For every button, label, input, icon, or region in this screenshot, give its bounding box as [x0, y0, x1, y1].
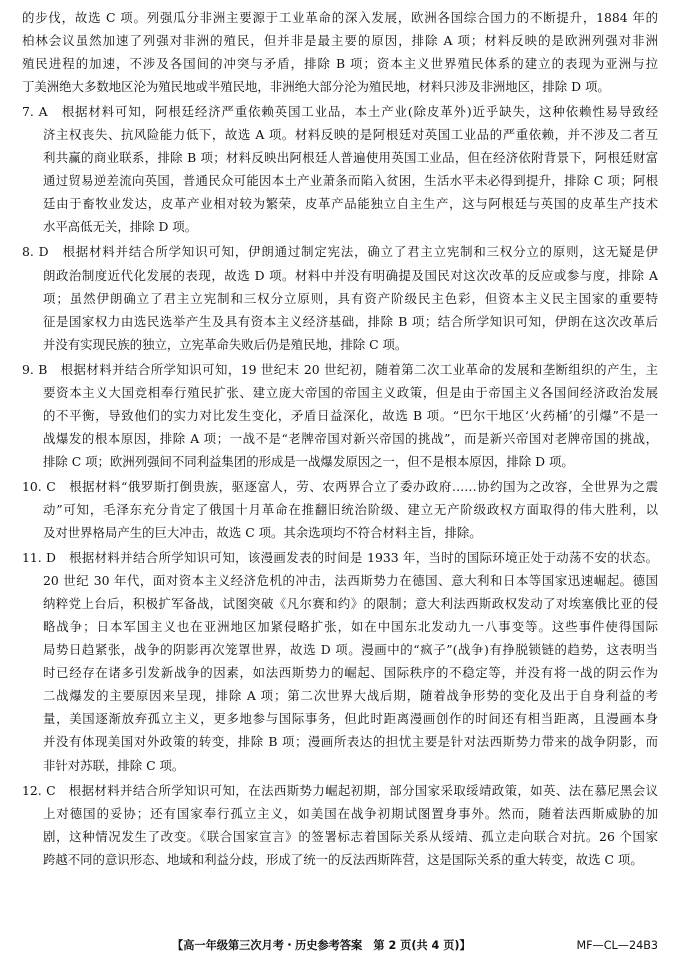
answer-line: 跨越不同的意识形态、地域和利益分歧，形成了统一的反法西斯阵营，这是国际关系的重大转变，故选 C 项。 — [43, 851, 643, 867]
answer-line: 并没有实现民族的独立，立宪革命失败后仍是殖民地，排除 C 项。 — [43, 336, 408, 352]
answer-line: 项；虽然伊朗确立了君主立宪制和三权分立原则，具有资产阶级民主色彩，但资本主义民主国家的重要特 — [43, 290, 658, 306]
answer-line: 水平高低无关，排除 D 项。 — [43, 219, 198, 235]
answer-line: 20 世纪 30 年代，面对资本主义经济危机的冲击，法西斯势力在德国、意大利和日本等国家迅速崛起。德国 — [43, 573, 658, 589]
answer-line: 时已经存在诸多引发新战争的因素，如法西斯势力的崛起、国际秩序的不稳定等，并没有将一战的阴云作为 — [43, 665, 658, 681]
page-footer — [22, 934, 658, 956]
answer-line: 要资本主义大国竞相奉行殖民扩张、建立庞大帝国的帝国主义政策，但是由于帝国主义各国间经济政治发展 — [43, 384, 658, 400]
answer-line: 的不平衡，导致他们的实力对比发生变化，矛盾日益深化，故选 B 项。“巴尔干地区‘火药桶’的引爆”不是一 — [43, 407, 658, 423]
answer-item — [22, 358, 658, 473]
answer-line: 并没有体现美国对外政策的转变，排除 B 项；漫画所表达的担忧主要是针对法西斯势力带来的战争阴影，而 — [43, 734, 658, 750]
footer-title: 【高一年级第三次月考・历史参考答案 第 2 页(共 4 页)】 — [172, 939, 471, 952]
answer-line: 廷由于畜牧业发达，皮革产业相对较为繁荣，皮革产品能独立自主生产，这与阿根廷与英国的皮革生产技术 — [43, 196, 658, 212]
answer-line: 略战争；日本军国主义也在亚洲地区加紧侵略扩张，如在中国东北发动九一八事变等。这些事件使得国际 — [43, 619, 658, 635]
answer-line: 通过贸易逆差流向英国，普通民众可能因本土产业萧条而陷入贫困，生活水平未必得到提升，排除 C 项；阿根 — [43, 173, 658, 189]
answer-item — [22, 475, 658, 544]
text-line: 柏林会议虽然加速了列强对非洲的殖民，但并非是最主要的原因，排除 A 项；材料反映的是欧洲列强对非洲 — [22, 33, 658, 49]
text-line: 的步伐，故选 C 项。列强瓜分非洲主要源于工业革命的深入发展，欧洲各国综合国力的不断提升，1884 年的 — [22, 10, 658, 25]
answer-first-line: 10. C 根据材料“俄罗斯打倒贵族，驱逐富人，劳、农两界合立了委办政府……协约国为之改容，全世界为之震 — [22, 478, 658, 494]
answer-first-line: 12. C 根据材料并结合所学知识可知，在法西斯势力崛起初期，部分国家采取绥靖政策，如英、法在慕尼黑会议 — [22, 782, 658, 798]
answer-item — [22, 100, 658, 238]
answer-list — [22, 100, 658, 871]
answer-first-line: 11. D 根据材料并结合所学知识可知，该漫画发表的时间是 1933 年，当时的国际环境正处于动荡不安的状态。 — [22, 550, 658, 566]
answer-page — [22, 6, 658, 873]
answer-item — [22, 779, 658, 871]
answer-first-line: 7. A 根据材料可知，阿根廷经济严重依赖英国工业品，本土产业(除皮革外)近乎缺失，这种依赖性易导致经 — [22, 104, 658, 120]
answer-line: 战爆发的根本原因，排除 A 项；一战不是“老牌帝国对新兴帝国的挑战”，而是新兴帝国对老牌帝国的挑战， — [43, 430, 658, 446]
answer-item — [22, 240, 658, 355]
answer-first-line: 9. B 根据材料并结合所学知识可知，19 世纪末 20 世纪初，随着第二次工业革命的发展和垄断组织的产生，主 — [22, 361, 658, 377]
answer-line: 朗政治制度近代化发展的表现，故选 D 项。材料中并没有明确提及国民对这次改革的反应或参与度，排除 A — [43, 267, 658, 283]
answer-line: 动”可知，毛泽东充分肯定了俄国十月革命在推翻旧统治阶级、建立无产阶级政权方面取得的伟大胜利，以 — [43, 501, 658, 517]
text-line: 丁美洲绝大多数地区沦为殖民地或半殖民地，非洲绝大部分沦为殖民地，材料只涉及非洲地区，排除 D 项。 — [22, 79, 610, 95]
text-line: 殖民进程的加速，不涉及各国间的冲突与矛盾，排除 B 项；资本主义世界殖民体系的建立的表现为亚洲与拉 — [22, 56, 658, 72]
answer-line: 排除 C 项；欧洲列强间不同利益集团的形成是一战爆发原因之一，但不是根本原因，排除 D 项。 — [43, 453, 574, 469]
answer-line: 二战爆发的主要原因来呈现，排除 A 项；第二次世界大战后期，随着战争形势的变化及出于自身利益的考 — [43, 688, 658, 704]
answer-line: 纳粹党上台后，积极扩军备战，试图突破《凡尔赛和约》的限制；意大利法西斯政权发动了对埃塞俄比亚的侵 — [43, 596, 658, 612]
answer-line: 及对世界格局产生的巨大冲击，故选 C 项。其余选项均不符合材料主旨，排除。 — [43, 525, 482, 541]
answer-line: 征是国家权力由选民选举产生及具有资本主义经济基础，排除 B 项；结合所学知识可知，伊朗在这次改革后 — [43, 313, 658, 329]
answer-line: 济主权丧失、抗风险能力低下，故选 A 项。材料反映的是阿根廷对英国工业品的严重依赖，并不涉及二者互 — [43, 127, 658, 143]
answer-first-line: 8. D 根据材料并结合所学知识可知，伊朗通过制定宪法，确立了君主立宪制和三权分立的原则，这无疑是伊 — [22, 244, 658, 260]
answer-line: 利共赢的商业联系，排除 B 项；材料反映出阿根廷人普遍使用英国工业品，但在经济依附背景下，阿根廷财富 — [43, 150, 658, 166]
footer-code: MF—CL—24B3 — [576, 939, 658, 952]
answer-line: 剧，这种情况发生了改变。《联合国家宣言》的签署标志着国际关系从绥靖、孤立走向联合对抗。26 个国家 — [43, 828, 658, 844]
answer-line: 量，美国逐渐放弃孤立主义，更多地参与国际事务，但此时距离漫画创作的时间还有相当距离，且漫画本身 — [43, 711, 658, 727]
answer-line: 局势日趋紧张，战争的阴影再次笼罩世界，故选 D 项。漫画中的“疯子”(战争)有挣脱锁链的趋势，这表明当 — [43, 642, 658, 658]
answer-item — [22, 546, 658, 776]
answer-line: 非针对苏联，排除 C 项。 — [43, 757, 185, 773]
answer-line: 上对德国的妥协；还有国家奉行孤立主义，如美国在战争初期试图置身事外。然而，随着法西斯威胁的加 — [43, 805, 658, 821]
continuation-paragraph — [22, 6, 658, 98]
